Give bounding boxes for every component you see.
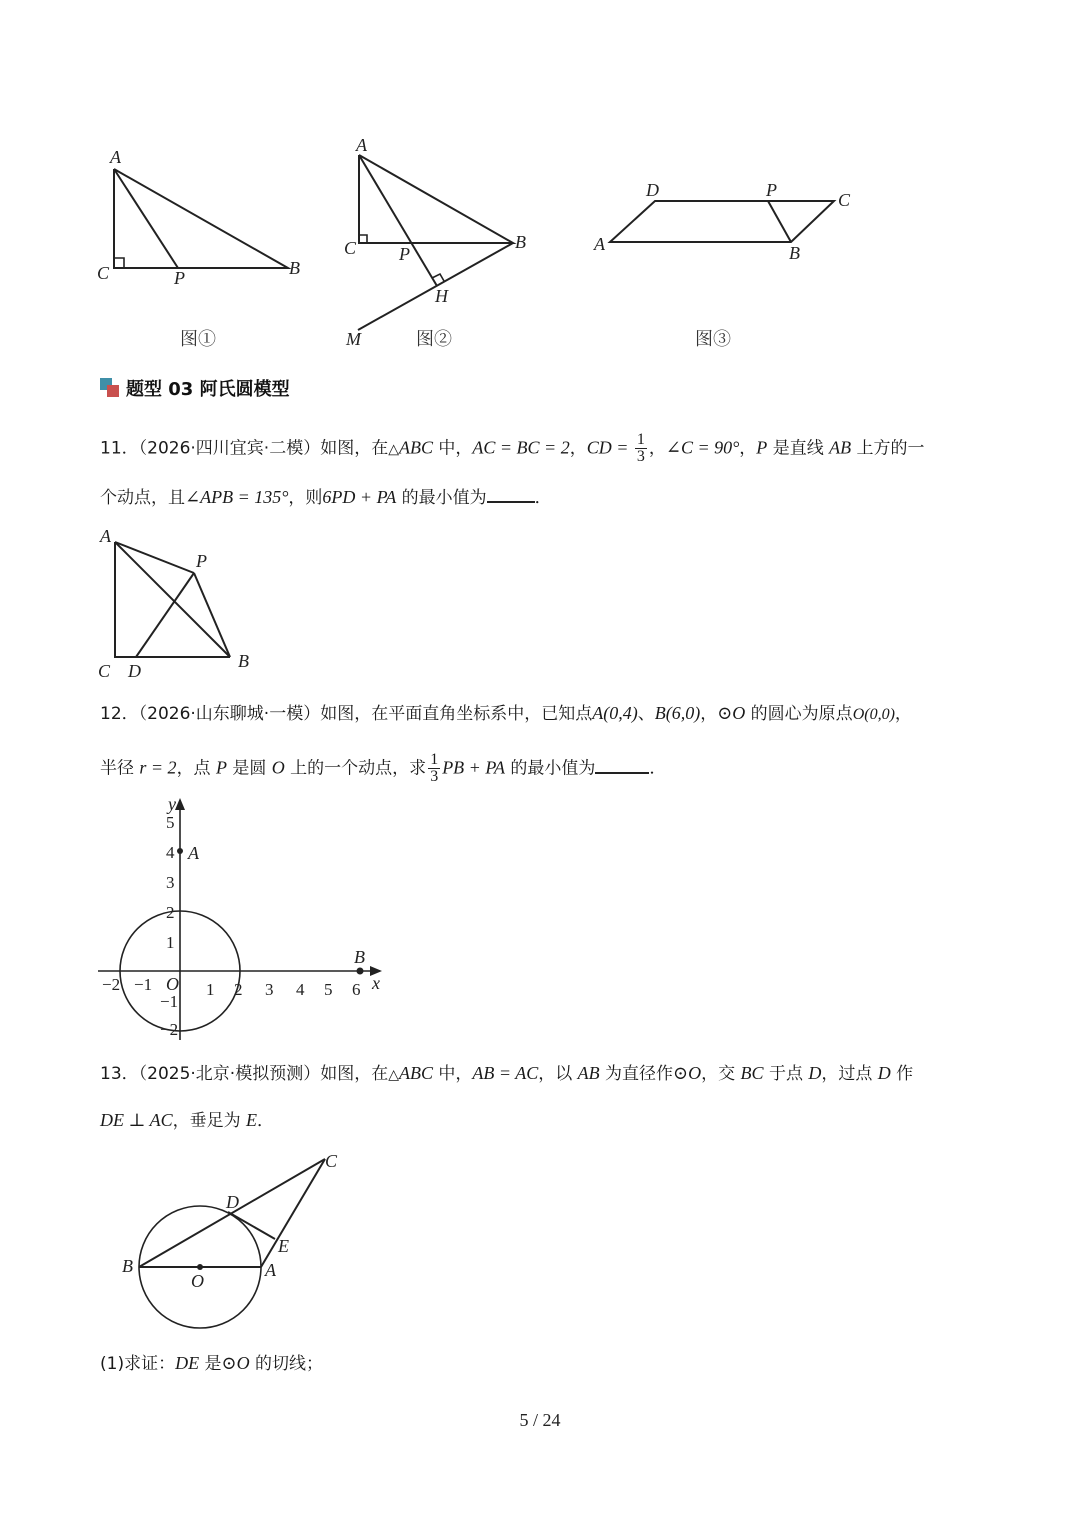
q11-text: ， — [648, 438, 666, 459]
q13-number: 13． — [100, 1064, 139, 1084]
q11-label-d: D — [128, 661, 141, 681]
q11-frac-num: 1 — [636, 431, 645, 448]
q11-text: 的最小值为 — [396, 488, 487, 508]
q12-expr: PB + PA — [442, 757, 505, 778]
q11-source: （2026·四川宜宾·二模）如图，在 — [138, 438, 389, 459]
q13-line2 — [100, 1107, 990, 1134]
q13-line1 — [100, 1060, 990, 1089]
q13-abc: ABC — [399, 1063, 433, 1083]
q11-cd: CD = — [586, 437, 633, 458]
section-heading — [100, 373, 290, 403]
q12-circle: ⊙O — [717, 703, 746, 723]
q12-number: 12． — [100, 704, 139, 724]
q13-perp: DE ⊥ AC — [100, 1110, 173, 1130]
q13-text: ，以 — [538, 1064, 578, 1084]
q11-angle: ∠C = 90° — [665, 437, 740, 458]
fig1-caption: 图① — [180, 329, 216, 349]
q12-text: ． — [649, 758, 667, 779]
q12-frac-den: 3 — [430, 768, 439, 785]
q12-line2 — [100, 752, 990, 785]
q13-text: ，交 — [701, 1064, 741, 1084]
q12-line1 — [100, 700, 990, 728]
q11-frac-den: 3 — [636, 448, 645, 465]
q11-label-c: C — [98, 661, 111, 681]
answer-blank[interactable] — [487, 501, 535, 503]
q13-label-b: B — [122, 1256, 133, 1276]
triangle-symbol: △ — [388, 1068, 399, 1083]
q11-ab: AB — [829, 437, 852, 458]
q13-e: E — [246, 1110, 258, 1130]
q11-text: ． — [534, 488, 552, 508]
fig2-label-a: A — [356, 135, 367, 155]
fig3-label-p: P — [766, 180, 777, 200]
x-tick: 3 — [265, 980, 274, 999]
q13-text: 为直径作 — [599, 1064, 674, 1084]
q11-label-b: B — [238, 651, 249, 671]
question-13 — [100, 1060, 990, 1134]
q13-label-o: O — [191, 1271, 204, 1291]
q11-p: P — [756, 437, 768, 458]
q13-text: 中， — [433, 1064, 473, 1084]
question-11 — [100, 432, 990, 511]
q13-part1 — [100, 1350, 990, 1377]
fig3-label-d: D — [646, 180, 659, 200]
fig1-label-p: P — [174, 268, 185, 288]
q13-text: ，垂足为 — [172, 1111, 247, 1131]
q12-point-a-marker — [177, 848, 183, 854]
q13-label-e: E — [278, 1236, 289, 1256]
q11-text: ， — [569, 438, 587, 459]
x-axis-label: x — [372, 973, 380, 993]
q13-sub1-text: 是 — [199, 1354, 222, 1374]
x-tick: 6 — [352, 980, 361, 999]
q12-p: P — [215, 757, 227, 778]
fig2-label-p: P — [399, 244, 410, 264]
q12-point-a: A(0,4) — [592, 703, 638, 723]
answer-blank[interactable] — [595, 772, 649, 774]
x-tick: −2 — [102, 975, 121, 994]
figure-2 — [344, 135, 526, 349]
q13-d2: D — [877, 1063, 891, 1083]
x-tick: 4 — [296, 980, 305, 999]
section-marker-icon — [100, 378, 120, 398]
q13-sub1-de: DE — [175, 1353, 200, 1373]
q13-sub1-circle: ⊙O — [221, 1353, 250, 1373]
fig2-label-h: H — [435, 286, 448, 306]
x-tick: 2 — [234, 980, 243, 999]
y-tick: −1 — [160, 992, 179, 1011]
fig2-label-m: M — [346, 329, 361, 349]
q11-text: ， — [739, 438, 757, 459]
q13-text: ． — [257, 1111, 275, 1131]
q12-text: 是圆 — [226, 758, 272, 779]
page-number: 5 / 24 — [519, 1410, 561, 1430]
q12-radius: r = 2 — [139, 757, 177, 778]
q13-text: 于点 — [763, 1064, 809, 1084]
q13-figure — [110, 1145, 410, 1345]
figure-1 — [97, 147, 300, 349]
q11-text: 中， — [433, 438, 473, 459]
fig1-label-c: C — [97, 263, 110, 283]
x-tick: 1 — [206, 980, 215, 999]
triangle-symbol: △ — [388, 442, 399, 458]
q12-text: 、 — [637, 704, 655, 724]
q12-point-b: B(6,0) — [654, 703, 701, 723]
q13-sub1-text: 求证： — [124, 1354, 176, 1374]
y-tick: 4 — [166, 843, 175, 862]
q12-frac-num: 1 — [430, 751, 439, 768]
q11-figure — [90, 525, 390, 685]
top-figures — [0, 0, 1080, 360]
y-tick: −2 — [160, 1020, 179, 1039]
q12-text: 的圆心为原点 — [745, 704, 853, 724]
y-tick: 3 — [166, 873, 175, 892]
q11-text: 个动点，且 — [100, 488, 185, 508]
fig3-label-a: A — [594, 234, 605, 254]
q11-expr: 6PD + PA — [322, 487, 397, 507]
fig1-label-a: A — [110, 147, 121, 167]
q12-source: （2026·山东聊城·一模）如图，在平面直角坐标系中，已知点 — [138, 704, 593, 724]
section-title: 题型 03 阿氏圆模型 — [126, 379, 290, 400]
q13-label-c: C — [325, 1151, 338, 1171]
figure-3 — [593, 180, 851, 349]
question-12 — [100, 700, 990, 785]
q13-ab: AB — [577, 1063, 600, 1083]
q12-text: 的最小值为 — [505, 758, 596, 779]
q12-o: O — [271, 757, 285, 778]
q12-text: 半径 — [100, 758, 140, 779]
q11-line1 — [100, 431, 990, 465]
q11-text: 上方的一 — [851, 438, 925, 459]
q12-point-b-marker — [357, 968, 364, 975]
y-tick: 1 — [166, 933, 175, 952]
q12-coordinate-graph — [90, 790, 410, 1050]
q13-text: ，过点 — [821, 1064, 878, 1084]
q11-text: ，则 — [288, 488, 323, 508]
point-b-label: B — [354, 947, 365, 967]
q12-text: 上的一个动点，求 — [284, 758, 427, 779]
fig3-label-b: B — [789, 243, 800, 263]
q13-sub1-text: 的切线； — [249, 1354, 323, 1374]
q12-text: ，点 — [176, 758, 216, 779]
fig2-caption: 图② — [416, 329, 452, 349]
q11-line2 — [100, 484, 990, 511]
q11-abc: ABC — [399, 437, 433, 458]
q13-circle: ⊙O — [673, 1063, 702, 1083]
q13-bc: BC — [740, 1063, 764, 1083]
q11-label-a: A — [100, 526, 111, 546]
fig2-label-c: C — [344, 238, 357, 258]
q11-angle2: ∠APB = 135° — [185, 487, 289, 507]
q11-eq1: AC = BC = 2 — [472, 437, 570, 458]
q13-center-dot — [197, 1264, 203, 1270]
q13-sub1-number: (1) — [100, 1354, 125, 1374]
y-tick: 5 — [166, 813, 175, 832]
point-a-label: A — [188, 843, 199, 863]
fig2-label-b: B — [515, 232, 526, 252]
q11-label-p: P — [196, 551, 207, 571]
q11-text: 是直线 — [767, 438, 830, 459]
fig1-label-b: B — [289, 258, 300, 278]
q12-origin: O(0,0) — [852, 706, 895, 723]
q12-text: ， — [894, 704, 912, 724]
fig3-caption: 图③ — [695, 329, 731, 349]
q11-fraction — [635, 432, 647, 465]
origin-label: O — [166, 974, 179, 994]
q13-label-a: A — [265, 1260, 276, 1280]
q13-d: D — [808, 1063, 822, 1083]
y-tick: 2 — [166, 903, 175, 922]
q13-source: （2025·北京·模拟预测）如图，在 — [138, 1064, 389, 1084]
x-tick: −1 — [134, 975, 153, 994]
q13-eq: AB = AC — [472, 1063, 539, 1083]
q13-label-d: D — [226, 1192, 239, 1212]
y-axis-label: y — [168, 794, 176, 814]
x-tick: 5 — [324, 980, 333, 999]
q13-text: 作 — [890, 1064, 914, 1084]
fig3-label-c: C — [838, 190, 851, 210]
q12-fraction — [428, 752, 440, 785]
q12-text: ， — [700, 704, 718, 724]
q11-number: 11． — [100, 438, 139, 459]
